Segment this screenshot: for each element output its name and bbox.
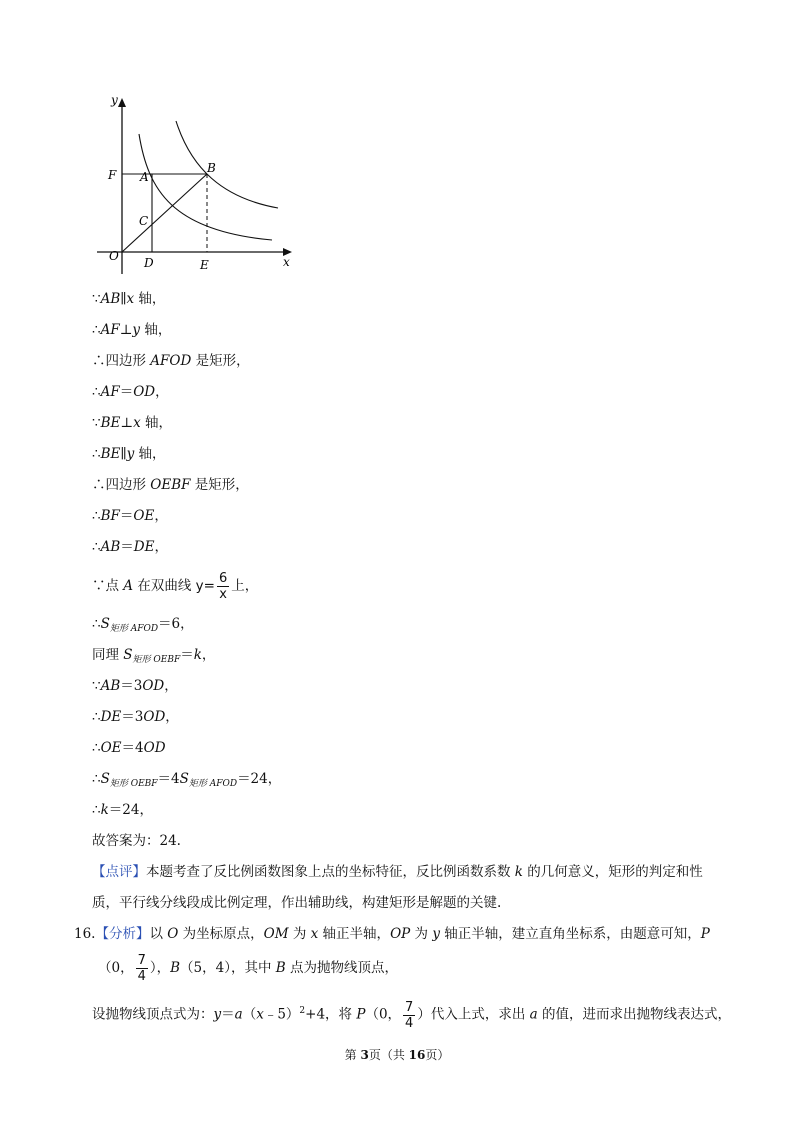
proof-line: $\therefore S_{矩形 OEBF}=4S_{矩形 AFOD}=24$， (92, 771, 282, 789)
proof-line: ∴AF＝OD， (92, 384, 169, 400)
label-F: F (108, 168, 117, 182)
proof-line: ∴BE∥y 轴， (92, 446, 166, 462)
y-axis-arrow (118, 98, 126, 107)
proof-line: ∵AB＝3OD， (92, 678, 178, 694)
page-footer: 第 3页（共 16页） (344, 1048, 450, 1062)
q16-line-1: 16.【分析】以 O 为坐标原点，OM 为 x 轴正半轴，OP 为 y 轴正半轴，建立直角坐标系，由题意可知，P (74, 926, 710, 942)
proof-line: ∴BF＝OE， (92, 508, 168, 524)
proof-line: ∴OE＝4OD (92, 740, 166, 756)
comment-tag: 【点评】 (92, 864, 146, 880)
question-number: 16. (74, 926, 96, 942)
segment-AB-diag (152, 174, 167, 186)
label-A: A (140, 170, 149, 184)
q16-line-3: 设抛物线顶点式为：y＝a（x﹣5）$^2$+4，将 P（0， $\frac{7}{4}$ ）代入上式，求出 a 的值，进而求出抛物线表达式， (92, 999, 731, 1031)
label-D: D (144, 256, 154, 270)
segment-OB (122, 174, 207, 252)
fraction-7-over-4: $\frac{7}{4}$ (137, 953, 146, 984)
comment-line: 【点评】本题考查了反比例函数图象上点的坐标特征，反比例函数系数 k 的几何意义，矩形的判定和性 (92, 864, 703, 880)
analysis-tag: 【分析】 (95, 926, 150, 942)
comment-line: 质，平行线分线段成比例定理，作出辅助线，构建矩形是解题的关键. (92, 895, 502, 911)
proof-line-hyperbola: ∵点 A 在双曲线 y= $\frac{6}{x}$ 上， (92, 571, 259, 602)
page-number: 3 (360, 1048, 369, 1062)
proof-line: ∴k＝24， (92, 802, 153, 818)
fraction-7-over-4: $\frac{7}{4}$ (405, 999, 414, 1031)
hyperbola-inner (139, 134, 272, 240)
label-O: O (109, 249, 119, 263)
label-B: B (207, 161, 216, 175)
proof-line: $\therefore S_{矩形 AFOD}=6$， (92, 616, 194, 634)
proof-line: ∴AF⊥y 轴， (92, 322, 172, 338)
proof-line: ∴四边形 OEBF 是矩形， (92, 477, 249, 493)
proof-line: ∵AB∥x 轴， (92, 291, 166, 307)
hyperbola-figure (92, 88, 307, 278)
page-total: 16 (408, 1048, 426, 1062)
q16-line-2: （0， $\frac{7}{4}$ ），B（5，4），其中 B 点为抛物线顶点， (98, 953, 398, 984)
proof-line: ∵BE⊥x 轴， (92, 415, 172, 431)
hyperbola-outer (176, 121, 278, 208)
proof-line: ∴AB＝DE， (92, 539, 168, 555)
answer-line: 故答案为：24. (92, 833, 181, 849)
label-x: x (283, 255, 290, 269)
proof-line: 同理 $S_{矩形 OEBF}=k$， (92, 647, 216, 665)
proof-line: ∴四边形 AFOD 是矩形， (92, 353, 250, 369)
label-y: y (111, 93, 118, 107)
fraction-6-over-x: $\frac{6}{x}$ (218, 571, 228, 602)
proof-line: ∴DE＝3OD， (92, 709, 179, 725)
label-C: C (139, 214, 149, 228)
label-E: E (200, 258, 209, 272)
